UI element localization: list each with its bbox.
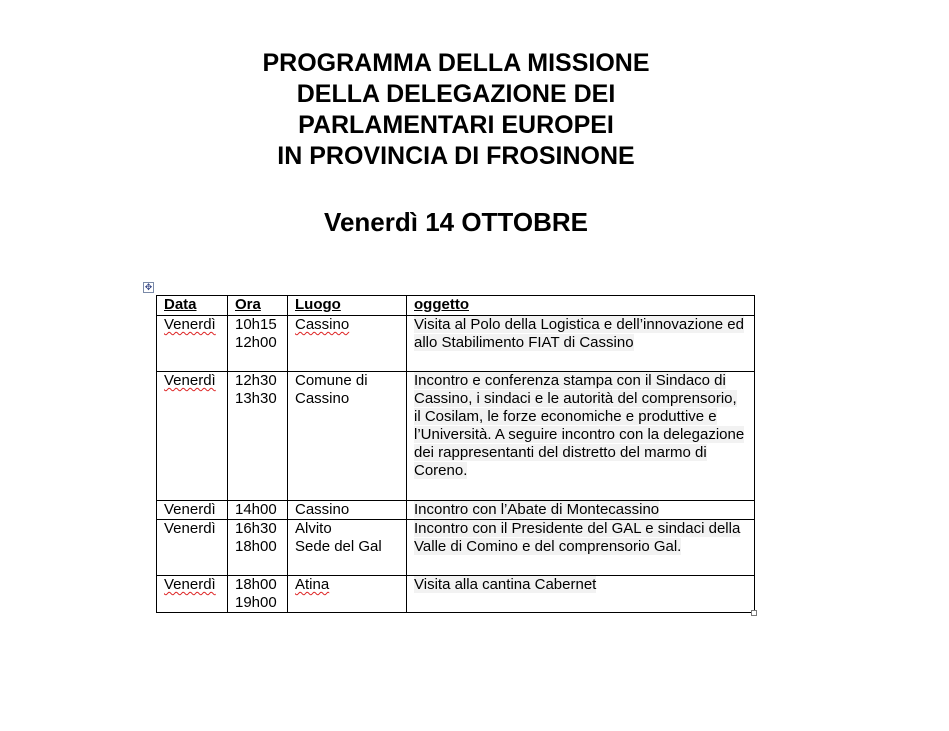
cell-ora: 10h15 12h00 (228, 316, 288, 372)
cell-oggetto: Incontro con il Presidente del GAL e sindaci della Valle di Comino e del comprensorio Gal. (407, 520, 755, 576)
cell-ora: 16h30 18h00 (228, 520, 288, 576)
title-line-2: DELLA DELEGAZIONE DEI (296, 80, 616, 108)
title-line-3: PARLAMENTARI EUROPEI (298, 111, 614, 139)
document-title (0, 48, 912, 172)
table-move-handle-icon[interactable]: ✥ (144, 282, 153, 292)
cell-luogo: Cassino (288, 501, 407, 520)
cell-ora: 18h00 19h00 (228, 576, 288, 613)
cell-oggetto: Incontro e conferenza stampa con il Sindaco di Cassino, i sindaci e le autorità del comprensorio, il Cosilam, le forze economiche e produttive e l’Università. A seguire incontro con la delegazione dei rappresentanti del distretto del marmo di Coreno. (407, 372, 755, 501)
header-ora: Ora (228, 296, 288, 316)
cell-luogo: Cassino (288, 316, 407, 372)
cell-luogo: Comune di Cassino (288, 372, 407, 501)
cell-ora: 14h00 (228, 501, 288, 520)
header-data: Data (157, 296, 228, 316)
header-luogo: Luogo (288, 296, 407, 316)
program-table (156, 295, 755, 613)
header-oggetto: oggetto (407, 296, 755, 316)
table-row (157, 501, 755, 520)
cell-data: Venerdì (157, 520, 228, 576)
cell-luogo: Alvito Sede del Gal (288, 520, 407, 576)
table-row (157, 576, 755, 613)
table-row (157, 372, 755, 501)
cell-data: Venerdì (157, 372, 228, 501)
cell-oggetto: Incontro con l’Abate di Montecassino (407, 501, 755, 520)
cell-oggetto: Visita alla cantina Cabernet (407, 576, 755, 613)
title-line-1: PROGRAMMA DELLA MISSIONE (262, 49, 650, 77)
date-heading: Venerdì 14 OTTOBRE (324, 207, 588, 237)
cell-data: Venerdì (157, 576, 228, 613)
cell-luogo: Atina (288, 576, 407, 613)
table-row (157, 316, 755, 372)
cell-oggetto: Visita al Polo della Logistica e dell’innovazione ed allo Stabilimento FIAT di Cassino (407, 316, 755, 372)
table-header-row (157, 296, 755, 316)
table-resize-handle[interactable] (751, 610, 757, 616)
cell-data: Venerdì (157, 501, 228, 520)
cell-data: Venerdì (157, 316, 228, 372)
cell-ora: 12h30 13h30 (228, 372, 288, 501)
table-row (157, 520, 755, 576)
title-line-4: IN PROVINCIA DI FROSINONE (277, 142, 635, 170)
